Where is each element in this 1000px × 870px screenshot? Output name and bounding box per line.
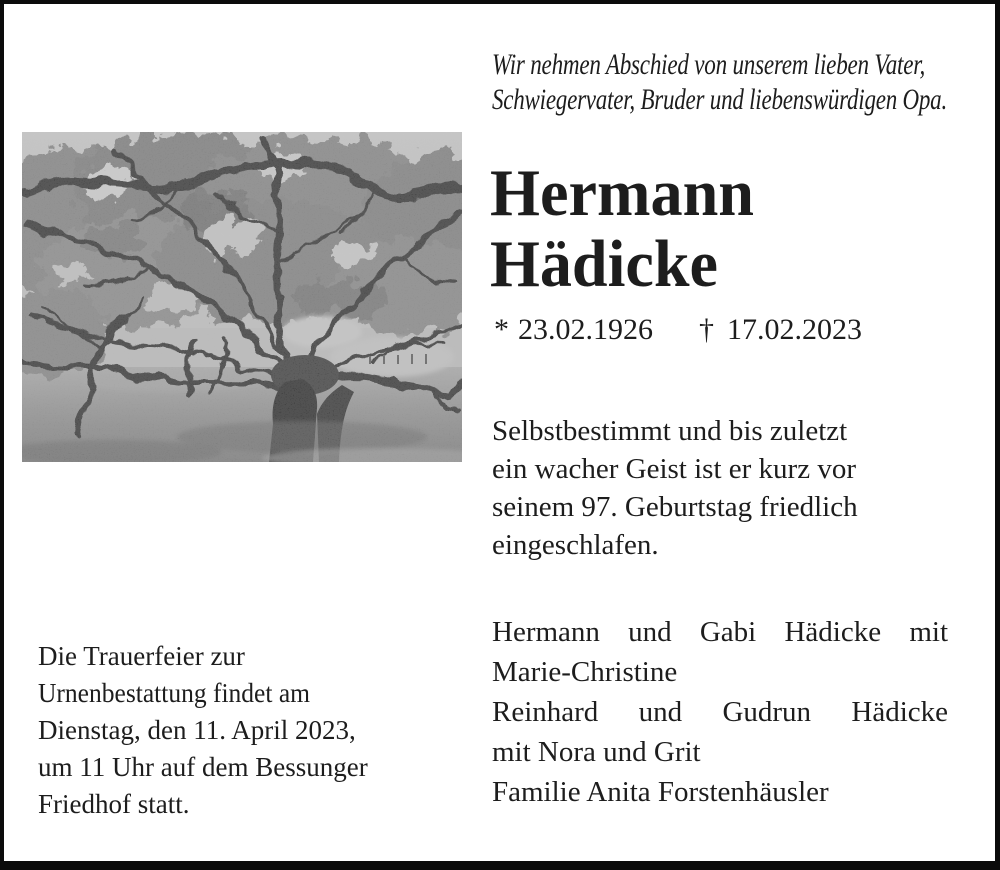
funeral-line	[38, 638, 368, 675]
mourner-line-text: Marie-Christine	[492, 656, 678, 688]
life-dates	[494, 313, 862, 347]
deceased-name	[490, 158, 765, 300]
funeral-line	[38, 786, 368, 823]
birth-date	[494, 313, 653, 347]
mourner-line	[492, 652, 948, 692]
death-cross-icon: †	[699, 313, 714, 346]
funeral-info	[38, 638, 368, 823]
eulogy-line	[492, 488, 858, 526]
intro-line-text: Wir nehmen Abschied von unserem lieben Vater,	[492, 48, 926, 81]
funeral-line	[38, 749, 368, 786]
funeral-line-text: Urnenbestattung findet am	[38, 678, 310, 708]
eulogy-line-text: ein wacher Geist ist er kurz vor	[492, 453, 856, 485]
intro-text	[492, 47, 1000, 117]
eulogy-line	[492, 526, 858, 564]
funeral-line-text: Dienstag, den 11. April 2023,	[38, 715, 356, 745]
mourner-line	[492, 732, 948, 772]
intro-line-text: Schwiegervater, Bruder und liebenswürdigen Opa.	[492, 83, 947, 116]
deceased-first-name-text: Hermann	[490, 156, 755, 230]
funeral-line-text: Friedhof statt.	[38, 789, 190, 819]
death-date	[699, 313, 862, 347]
eulogy-line-text: eingeschlafen.	[492, 529, 659, 561]
mourner-line-text: mit Nora und Grit	[492, 736, 701, 768]
death-date-value: 17.02.2023	[727, 313, 862, 346]
birth-date-value: 23.02.1926	[518, 313, 653, 346]
eulogy-line	[492, 450, 858, 488]
mourners-list	[492, 612, 948, 812]
deceased-first-name	[490, 158, 765, 229]
eulogy-line-text: Selbstbestimmt und bis zuletzt	[492, 415, 848, 447]
mourner-line: Hermann und Gabi Hädicke mit	[492, 616, 948, 648]
oak-tree-photo	[22, 132, 462, 462]
intro-line	[492, 47, 1000, 82]
tree-illustration	[22, 132, 462, 462]
deceased-last-name	[490, 229, 765, 300]
funeral-line	[38, 712, 368, 749]
funeral-line-text: Die Trauerfeier zur	[38, 641, 245, 671]
intro-line	[492, 82, 1000, 117]
mourner-line: Reinhard und Gudrun Hädicke	[492, 696, 948, 728]
funeral-line-text: um 11 Uhr auf dem Bessunger	[38, 752, 368, 782]
eulogy-line	[492, 412, 858, 450]
mourner-line	[492, 772, 948, 812]
birth-star-icon: *	[494, 313, 509, 346]
deceased-last-name-text: Hädicke	[490, 227, 718, 301]
mourner-line-text: Familie Anita Forstenhäusler	[492, 776, 829, 808]
eulogy-text	[492, 412, 858, 564]
funeral-line	[38, 675, 368, 712]
eulogy-line-text: seinem 97. Geburtstag friedlich	[492, 491, 858, 523]
